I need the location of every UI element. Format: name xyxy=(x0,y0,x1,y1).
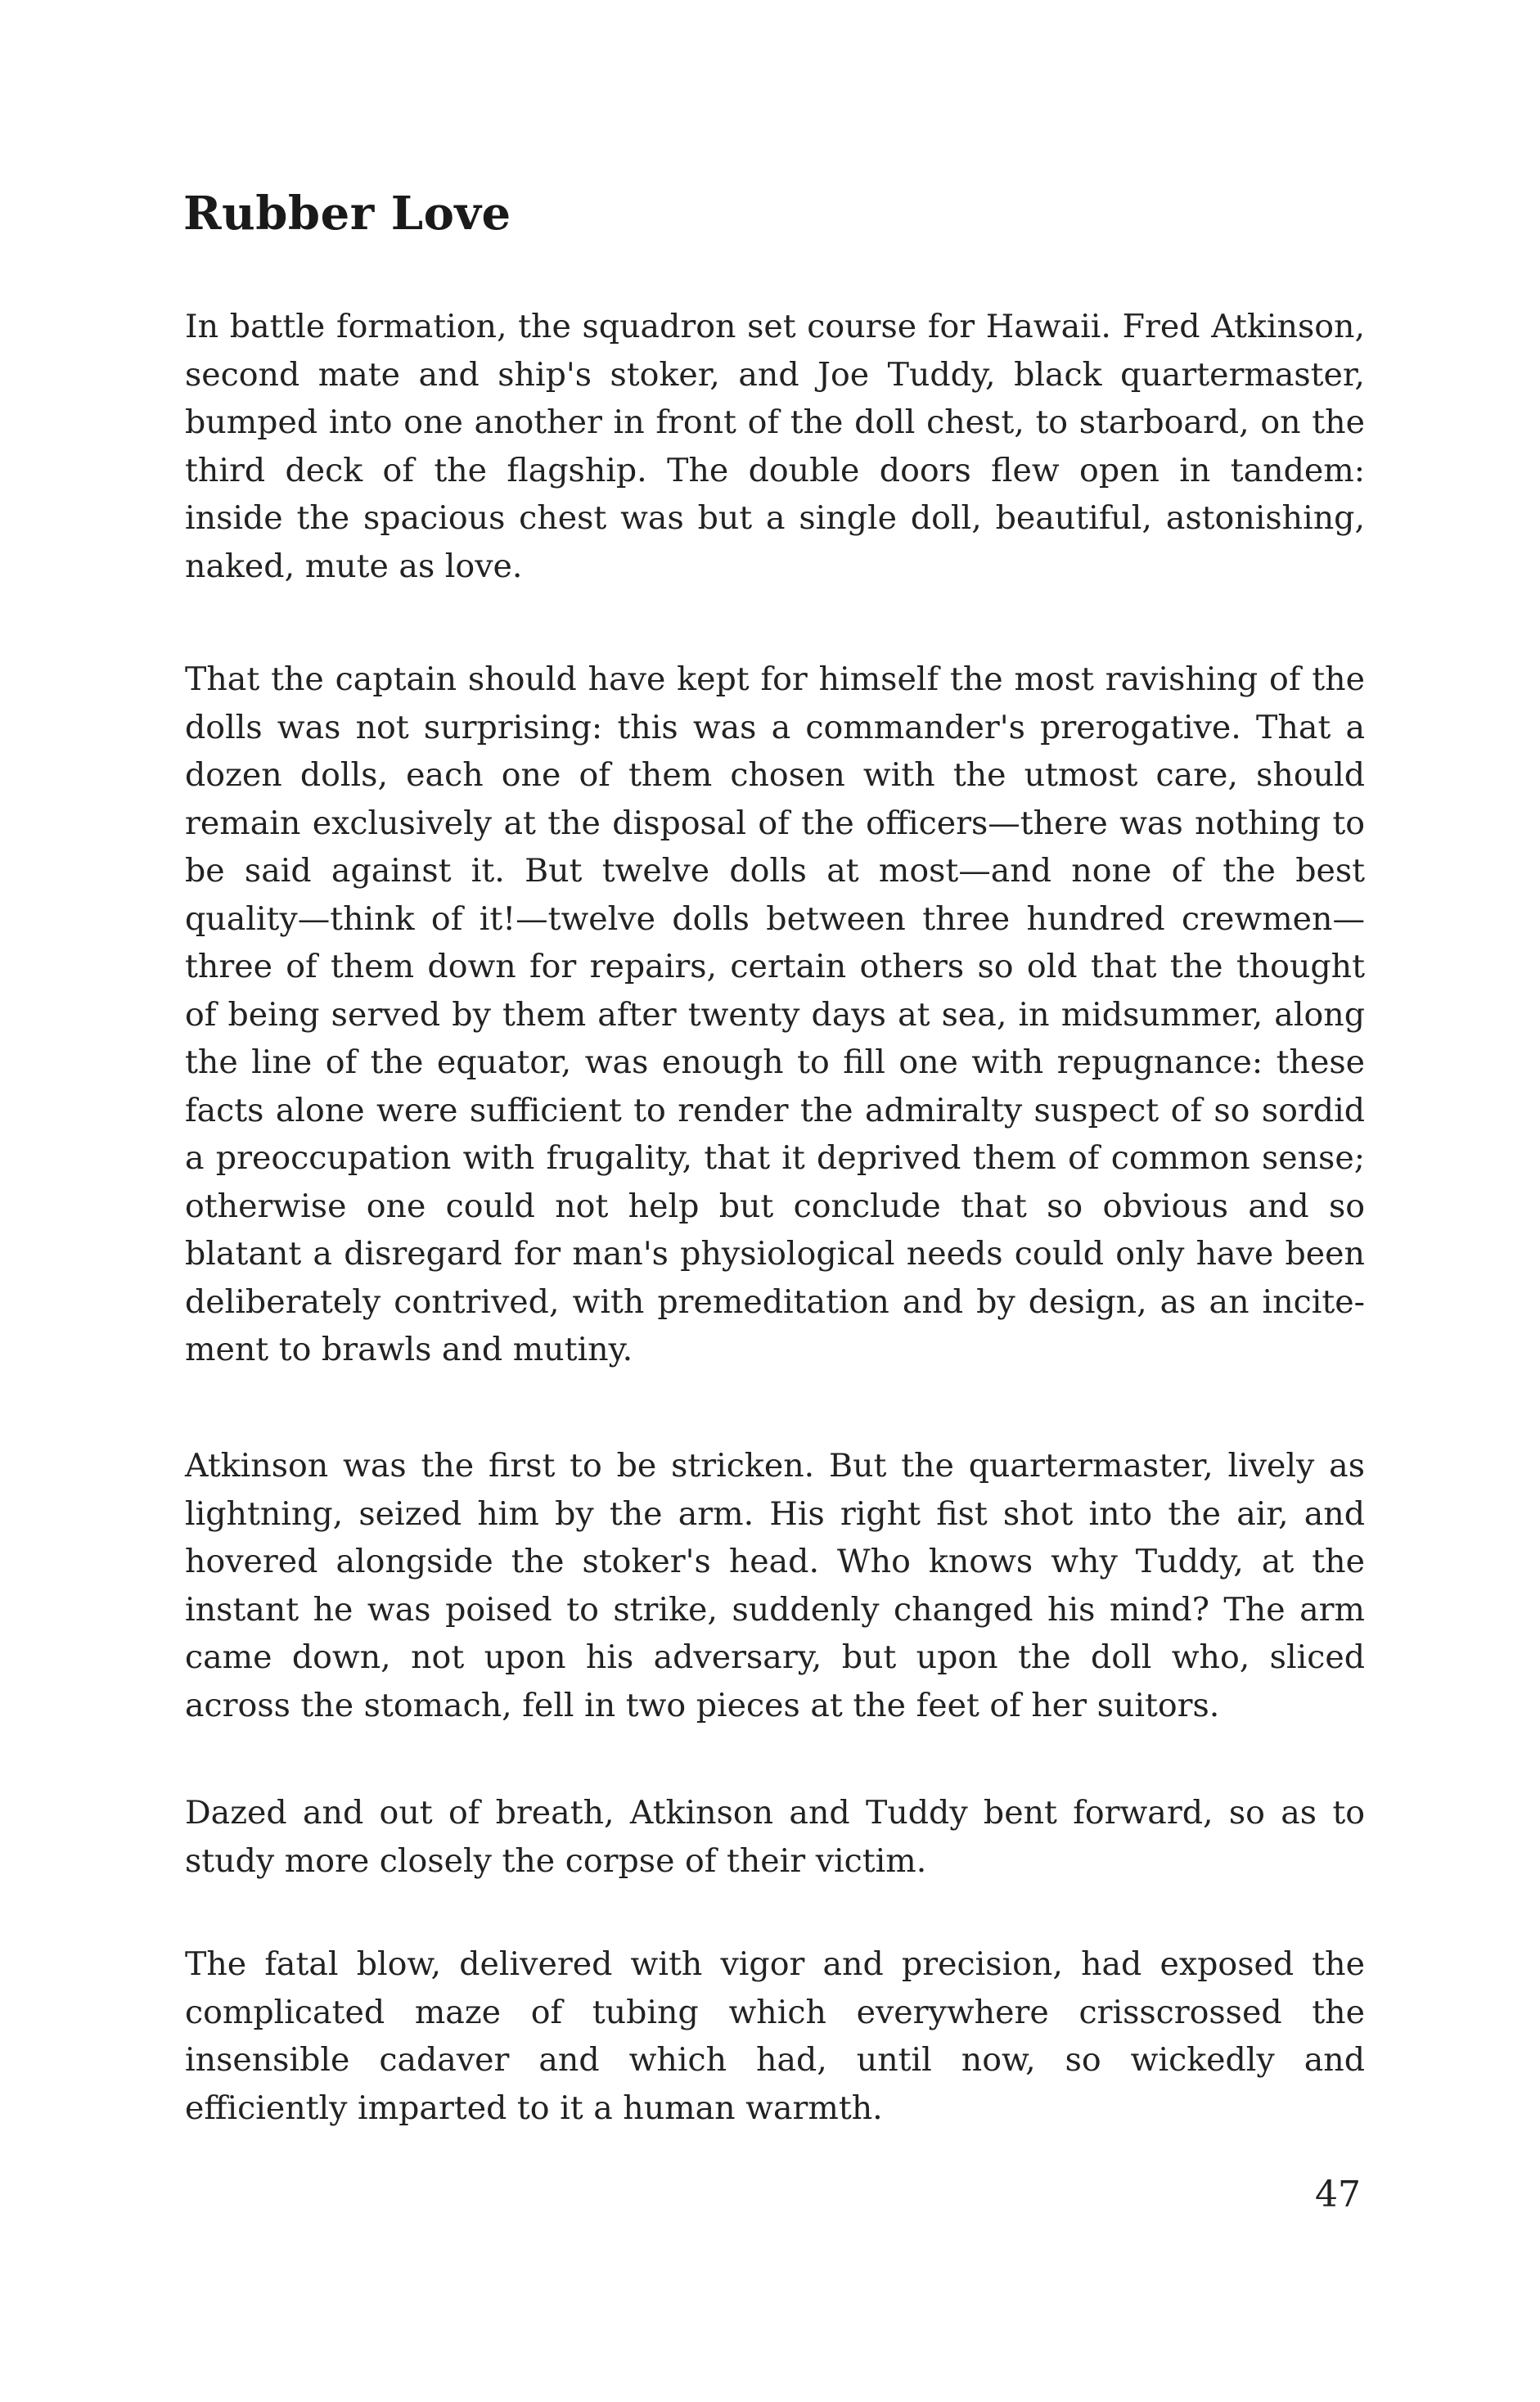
chapter-title: Rubber Love xyxy=(183,187,511,241)
paragraph: Dazed and out of breath, Atkinson and Tuddy bent forward, so as to study more closely the corpse of their victim. xyxy=(185,1794,1365,1880)
paragraph: The fatal blow, delivered with vigor and precision, had exposed the complicated maze of tubing which everywhere crisscrossed the insensible cadaver and which had, until now, so wickedly and efficiently imparted to it a human warmth. xyxy=(185,1945,1365,2127)
paragraph: Atkinson was the first to be stricken. But the quartermaster, lively as lightning, seized him by the arm. His right fist shot into the air, and hovered alongside the stoker's head. Who knows why Tuddy, at the instant he was poised to strike, suddenly changed his mind? The arm came down, not upon his adversary, but upon the doll who, sliced across the stomach, fell in two pieces at the feet of her suitors. xyxy=(185,1447,1365,1724)
page-number: 47 xyxy=(1315,2174,1361,2215)
paragraph: That the captain should have kept for himself the most ravishing of the dolls was not surprising: this was a commander's prerogative. That a dozen dolls, each one of them chosen with the utmost care, should remain exclusively at the disposal of the officers—there was nothing to be said against it. But twelve dolls at most—and none of the best quality—think of it!—twelve dolls between three hundred crewmen—three of them down for repairs, certain others so old that the thought of being served by them after twenty days at sea, in midsummer, along the line of the equator, was enough to fill one with repugnance: these facts alone were sufficient to render the admiralty suspect of so sordid a preoccupation with frugality, that it deprived them of common sense; otherwise one could not help but conclude that so obvious and so blatant a disregard for man's physiological needs could only have been deliberately contrived, with premeditation and by design, as an incitement to brawls and mutiny. xyxy=(185,660,1365,1368)
paragraph: In battle formation, the squadron set course for Hawaii. Fred Atkinson, second mate and ship's stoker, and Joe Tuddy, black quartermaster, bumped into one another in front of the doll chest, to starboard, on the third deck of the flagship. The double doors flew open in tandem: inside the spacious chest was but a single doll, beautiful, astonishing, naked, mute as love. xyxy=(185,308,1365,585)
